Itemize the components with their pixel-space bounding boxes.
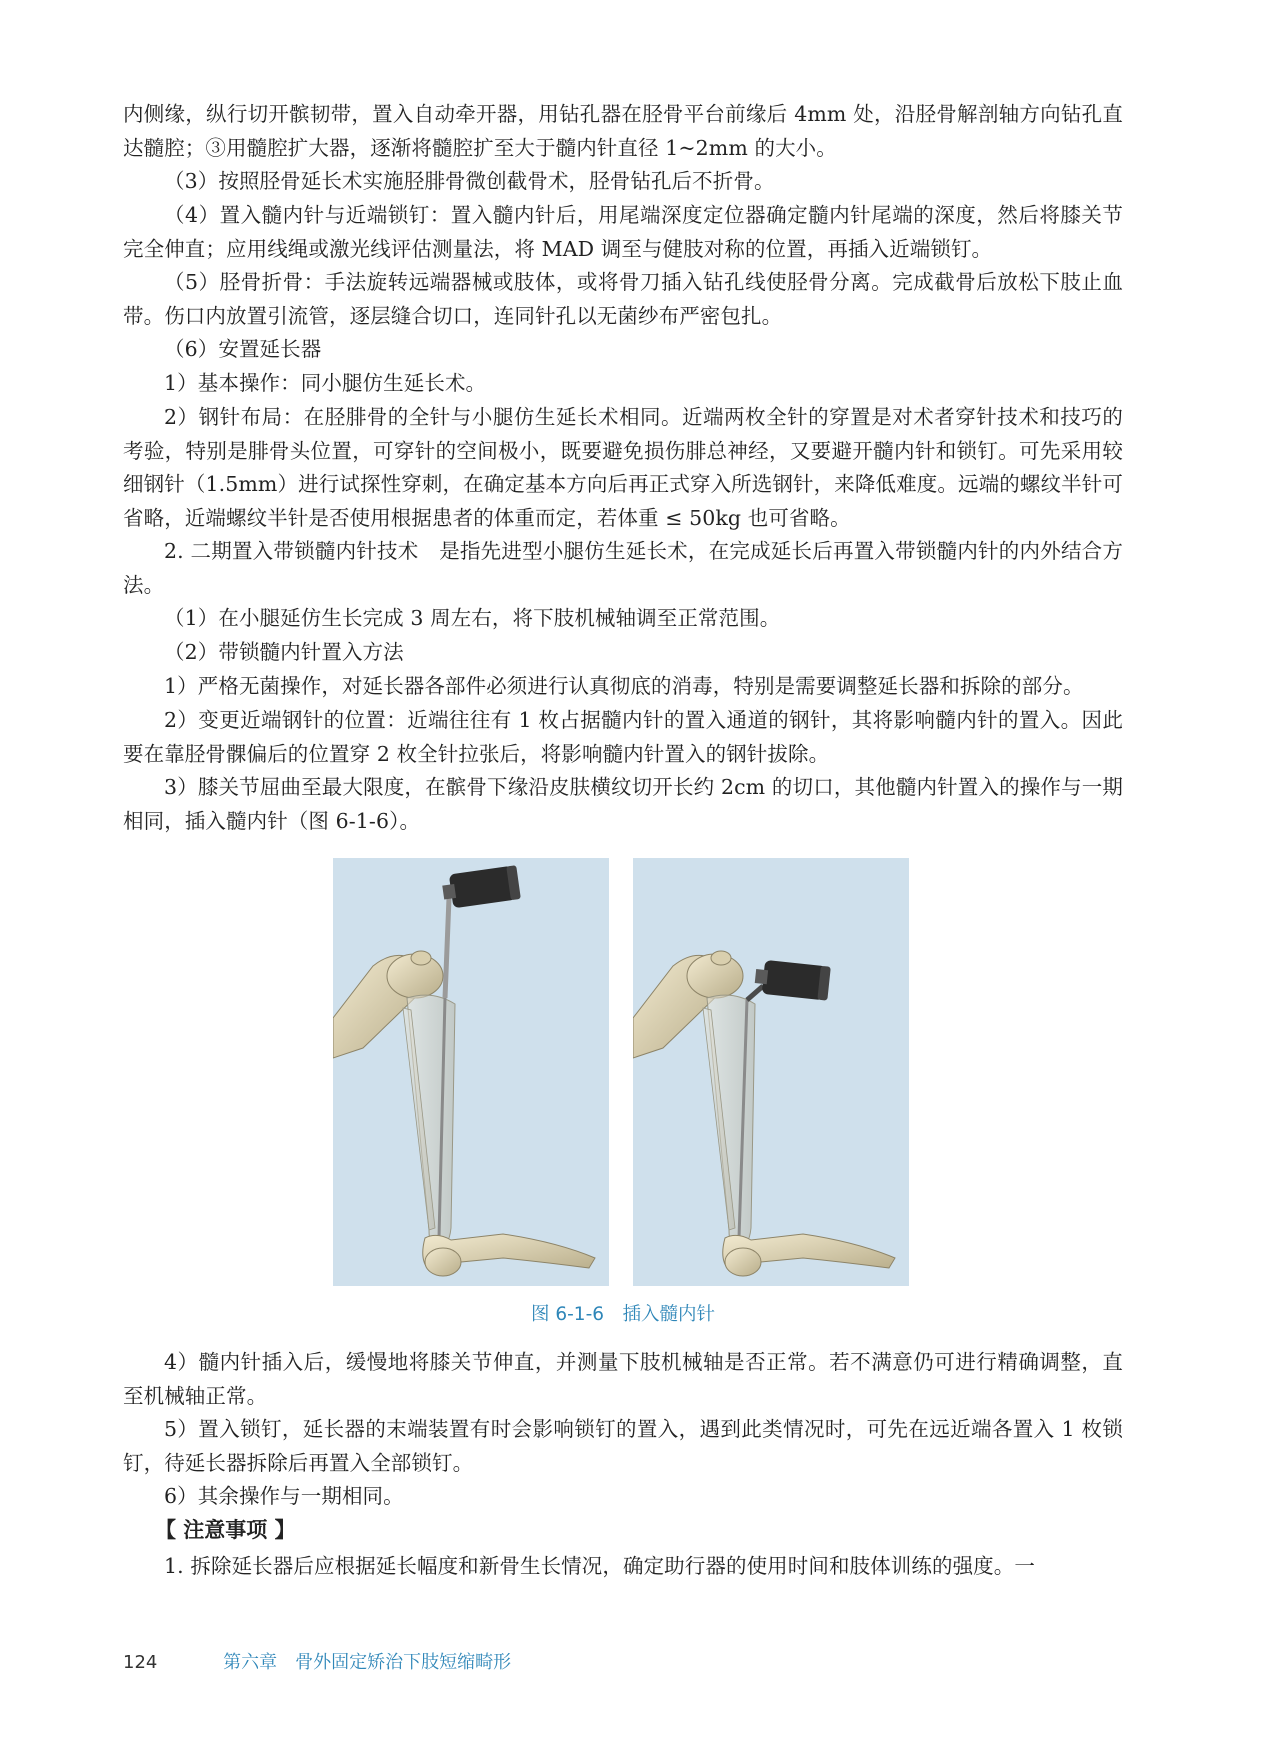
- paragraph-phase2-substep-4: 4）髓内针插入后，缓慢地将膝关节伸直，并测量下肢机械轴是否正常。若不满意仍可进行精确调整，直至机械轴正常。: [123, 1350, 1123, 1408]
- paragraph-technique-2: 2. 二期置入带锁髓内针技术 是指先进型小腿仿生延长术，在完成延长后再置入带锁髓内针的内外结合方法。: [123, 539, 1123, 597]
- figure-panel-right: [633, 858, 909, 1286]
- paragraph-substep-1: 1）基本操作：同小腿仿生延长术。: [164, 371, 487, 395]
- page-footer: [123, 1648, 511, 1674]
- paragraph-step-6: （6）安置延长器: [164, 337, 322, 361]
- paragraph-substep-2: 2）钢针布局：在胫腓骨的全针与小腿仿生延长术相同。近端两枚全针的穿置是对术者穿针技术和技巧的考验，特别是腓骨头位置，可穿针的空间极小，既要避免损伤腓总神经，又要避开髓内针和锁钉。可先采用较细钢针（1.5mm）进行试探性穿刺，在确定基本方向后再正式穿入所选钢针，来降低难度。远端的螺纹半针可省略，近端螺纹半针是否使用根据患者的体重而定，若体重 ≤ 50kg 也可省略。: [123, 405, 1123, 530]
- figure-panel-left: [333, 858, 609, 1286]
- paragraph-continued: 内侧缘，纵行切开髌韧带，置入自动牵开器，用钻孔器在胫骨平台前缘后 4mm 处，沿胫骨解剖轴方向钻孔直达髓腔；③用髓腔扩大器，逐渐将髓腔扩至大于髓内针直径 1~2mm 的大小。: [123, 102, 1123, 160]
- chapter-title: 第六章 骨外固定矫治下肢短缩畸形: [223, 1652, 512, 1673]
- paragraph-phase2-step-1: （1）在小腿延仿生长完成 3 周左右，将下肢机械轴调至正常范围。: [164, 606, 781, 630]
- paragraph-note-1: 1. 拆除延长器后应根据延长幅度和新骨生长情况，确定助行器的使用时间和肢体训练的强度。一: [164, 1554, 1035, 1578]
- paragraph-phase2-substep-6: 6）其余操作与一期相同。: [164, 1484, 404, 1508]
- paragraph-phase2-substep-1: 1）严格无菌操作，对延长器各部件必须进行认真彻底的消毒，特别是需要调整延长器和拆除的部分。: [164, 674, 1084, 698]
- paragraph-phase2-substep-3: 3）膝关节屈曲至最大限度，在髌骨下缘沿皮肤横纹切开长约 2cm 的切口，其他髓内针置入的操作与一期相同，插入髓内针（图 6-1-6）。: [123, 775, 1123, 833]
- knee-nail-inserted-illustration: [633, 858, 909, 1286]
- section-heading-notes: 【 注意事项 】: [155, 1518, 296, 1542]
- paragraph-phase2-step-2: （2）带锁髓内针置入方法: [164, 640, 404, 664]
- page-number: 124: [123, 1652, 158, 1673]
- paragraph-step-4: （4）置入髓内针与近端锁钉：置入髓内针后，用尾端深度定位器确定髓内针尾端的深度，然后将膝关节完全伸直；应用线绳或激光线评估测量法，将 MAD 调至与健肢对称的位置，再插入近端锁钉。: [123, 203, 1123, 261]
- figure-6-1-6: [333, 858, 909, 1286]
- paragraph-phase2-substep-2: 2）变更近端钢针的位置：近端往往有 1 枚占据髓内针的置入通道的钢针，其将影响髓内针的置入。因此要在靠胫骨髁偏后的位置穿 2 枚全针拉张后，将影响髓内针置入的钢针拔除。: [123, 708, 1123, 766]
- paragraph-phase2-substep-5: 5）置入锁钉，延长器的末端装置有时会影响锁钉的置入，遇到此类情况时，可先在远近端各置入 1 枚锁钉，待延长器拆除后再置入全部锁钉。: [123, 1417, 1123, 1475]
- figure-caption: 图 6-1-6 插入髓内针: [530, 1304, 716, 1325]
- paragraph-step-3: （3）按照胫骨延长术实施胫腓骨微创截骨术，胫骨钻孔后不折骨。: [164, 169, 775, 193]
- knee-nail-insertion-illustration: [333, 858, 609, 1286]
- paragraph-step-5: （5）胫骨折骨：手法旋转远端器械或肢体，或将骨刀插入钻孔线使胫骨分离。完成截骨后放松下肢止血带。伤口内放置引流管，逐层缝合切口，连同针孔以无菌纱布严密包扎。: [123, 270, 1123, 328]
